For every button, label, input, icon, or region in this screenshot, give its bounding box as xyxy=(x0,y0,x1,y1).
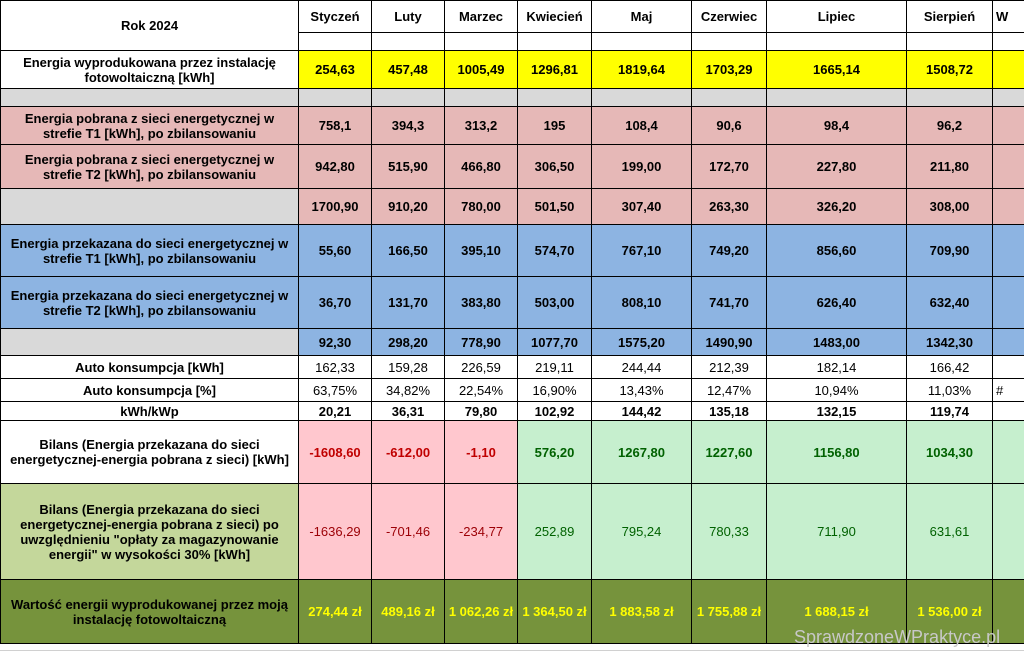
row-label-drawn-total[interactable] xyxy=(1,189,299,225)
balance-storage-jun[interactable]: 780,33 xyxy=(692,484,767,580)
separator-cell[interactable] xyxy=(993,89,1024,107)
drawn-t1-aug[interactable]: 96,2 xyxy=(907,107,993,145)
sent-t2-mar[interactable]: 383,80 xyxy=(445,277,518,329)
drawn-t2-jun[interactable]: 172,70 xyxy=(692,145,767,189)
drawn-total-may[interactable]: 307,40 xyxy=(592,189,692,225)
sent-t1-jan[interactable]: 55,60 xyxy=(299,225,372,277)
produced-jan[interactable]: 254,63 xyxy=(299,51,372,89)
month-header-jul[interactable]: Lipiec xyxy=(767,1,907,33)
produced-apr[interactable]: 1296,81 xyxy=(518,51,592,89)
row-label-balance-storage[interactable]: Bilans (Energia przekazana do sieci energetycznej-energia pobrana z sieci) po uwzględnieniu "opłaty za magazynowanie energii" w wysokości 30% [kWh] xyxy=(1,484,299,580)
month-header-sep[interactable]: W xyxy=(993,1,1024,33)
row-label-kwh-kwp[interactable]: kWh/kWp xyxy=(1,402,299,421)
separator-cell[interactable] xyxy=(372,89,445,107)
month-header-mar[interactable]: Marzec xyxy=(445,1,518,33)
autocons-pct-aug[interactable]: 11,03% xyxy=(907,379,993,402)
table-row-balance xyxy=(1,421,1024,484)
drawn-t1-apr[interactable]: 195 xyxy=(518,107,592,145)
separator-cell[interactable] xyxy=(692,89,767,107)
balance-jun[interactable]: 1227,60 xyxy=(692,421,767,484)
table-row-drawn-t2 xyxy=(1,145,1024,189)
cell[interactable] xyxy=(692,33,767,51)
month-header-feb[interactable]: Luty xyxy=(372,1,445,33)
value-apr[interactable]: 1 364,50 zł xyxy=(518,580,592,644)
cell[interactable] xyxy=(518,33,592,51)
drawn-t1-sep[interactable] xyxy=(993,107,1024,145)
sent-t2-apr[interactable]: 503,00 xyxy=(518,277,592,329)
row-label-sent-t2[interactable]: Energia przekazana do sieci energetycznej w strefie T2 [kWh], po zbilansowaniu xyxy=(1,277,299,329)
month-header-jun[interactable]: Czerwiec xyxy=(692,1,767,33)
kwh-kwp-jan[interactable]: 20,21 xyxy=(299,402,372,421)
balance-sep[interactable] xyxy=(993,421,1024,484)
kwh-kwp-jul[interactable]: 132,15 xyxy=(767,402,907,421)
sent-t2-aug[interactable]: 632,40 xyxy=(907,277,993,329)
table-row-energy-value xyxy=(1,580,1024,644)
sent-t1-jul[interactable]: 856,60 xyxy=(767,225,907,277)
autocons-pct-apr[interactable]: 16,90% xyxy=(518,379,592,402)
drawn-total-apr[interactable]: 501,50 xyxy=(518,189,592,225)
sent-t1-mar[interactable]: 395,10 xyxy=(445,225,518,277)
sent-total-sep[interactable] xyxy=(993,329,1024,356)
separator-cell[interactable] xyxy=(1,89,299,107)
sent-total-jan[interactable]: 92,30 xyxy=(299,329,372,356)
kwh-kwp-aug[interactable]: 119,74 xyxy=(907,402,993,421)
kwh-kwp-mar[interactable]: 79,80 xyxy=(445,402,518,421)
month-header-aug[interactable]: Sierpień xyxy=(907,1,993,33)
balance-may[interactable]: 1267,80 xyxy=(592,421,692,484)
row-label-drawn-t2[interactable]: Energia pobrana z sieci energetycznej w strefie T2 [kWh], po zbilansowaniu xyxy=(1,145,299,189)
header-row xyxy=(1,1,1024,33)
balance-storage-jul[interactable]: 711,90 xyxy=(767,484,907,580)
value-may[interactable]: 1 883,58 zł xyxy=(592,580,692,644)
autocons-kwh-aug[interactable]: 166,42 xyxy=(907,356,993,379)
sent-t2-feb[interactable]: 131,70 xyxy=(372,277,445,329)
value-aug[interactable]: 1 536,00 zł xyxy=(907,580,993,644)
autocons-kwh-mar[interactable]: 226,59 xyxy=(445,356,518,379)
produced-mar[interactable]: 1005,49 xyxy=(445,51,518,89)
month-header-jan[interactable]: Styczeń xyxy=(299,1,372,33)
kwh-kwp-may[interactable]: 144,42 xyxy=(592,402,692,421)
balance-storage-aug[interactable]: 631,61 xyxy=(907,484,993,580)
produced-aug[interactable]: 1508,72 xyxy=(907,51,993,89)
autocons-pct-sep[interactable]: # xyxy=(993,379,1024,402)
sent-total-mar[interactable]: 778,90 xyxy=(445,329,518,356)
separator-cell[interactable] xyxy=(767,89,907,107)
sent-total-jun[interactable]: 1490,90 xyxy=(692,329,767,356)
autocons-kwh-jul[interactable]: 182,14 xyxy=(767,356,907,379)
sent-total-may[interactable]: 1575,20 xyxy=(592,329,692,356)
value-jan[interactable]: 274,44 zł xyxy=(299,580,372,644)
table-row-sent-t1 xyxy=(1,225,1024,277)
produced-feb[interactable]: 457,48 xyxy=(372,51,445,89)
autocons-kwh-jun[interactable]: 212,39 xyxy=(692,356,767,379)
sent-t1-feb[interactable]: 166,50 xyxy=(372,225,445,277)
value-sep[interactable] xyxy=(993,580,1024,644)
value-mar[interactable]: 1 062,26 zł xyxy=(445,580,518,644)
table-row-drawn-t1 xyxy=(1,107,1024,145)
cell[interactable] xyxy=(445,33,518,51)
table-row-sent-total xyxy=(1,329,1024,356)
produced-jul[interactable]: 1665,14 xyxy=(767,51,907,89)
table-row-autoconsumption-pct xyxy=(1,379,1024,402)
sent-t1-apr[interactable]: 574,70 xyxy=(518,225,592,277)
sent-t1-aug[interactable]: 709,90 xyxy=(907,225,993,277)
kwh-kwp-feb[interactable]: 36,31 xyxy=(372,402,445,421)
drawn-total-jun[interactable]: 263,30 xyxy=(692,189,767,225)
sent-t1-jun[interactable]: 749,20 xyxy=(692,225,767,277)
table-row-autoconsumption-kwh xyxy=(1,356,1024,379)
balance-jul[interactable]: 1156,80 xyxy=(767,421,907,484)
row-label-balance[interactable]: Bilans (Energia przekazana do sieci energetycznej-energia pobrana z sieci) [kWh] xyxy=(1,421,299,484)
drawn-total-mar[interactable]: 780,00 xyxy=(445,189,518,225)
autocons-pct-jul[interactable]: 10,94% xyxy=(767,379,907,402)
balance-storage-apr[interactable]: 252,89 xyxy=(518,484,592,580)
cell[interactable] xyxy=(592,33,692,51)
sent-t1-sep[interactable] xyxy=(993,225,1024,277)
row-label-autoconsumption-pct[interactable]: Auto konsumpcja [%] xyxy=(1,379,299,402)
drawn-t2-aug[interactable]: 211,80 xyxy=(907,145,993,189)
watermark: SprawdzoneWPraktyce.pl xyxy=(794,627,1001,647)
table-row-sent-t2 xyxy=(1,277,1024,329)
empty-grid-area xyxy=(0,650,1024,669)
row-label-drawn-t1[interactable]: Energia pobrana z sieci energetycznej w strefie T1 [kWh], po zbilansowaniu xyxy=(1,107,299,145)
autocons-kwh-feb[interactable]: 159,28 xyxy=(372,356,445,379)
value-jul[interactable]: 1 688,15 zł xyxy=(767,580,907,644)
table-row-balance-storage xyxy=(1,484,1024,580)
month-header-apr[interactable]: Kwiecień xyxy=(518,1,592,33)
sent-total-feb[interactable]: 298,20 xyxy=(372,329,445,356)
drawn-total-sep[interactable] xyxy=(993,189,1024,225)
cell[interactable] xyxy=(767,33,907,51)
separator-cell[interactable] xyxy=(445,89,518,107)
row-label-autoconsumption-kwh[interactable]: Auto konsumpcja [kWh] xyxy=(1,356,299,379)
balance-mar[interactable]: -1,10 xyxy=(445,421,518,484)
autocons-pct-jan[interactable]: 63,75% xyxy=(299,379,372,402)
separator-cell[interactable] xyxy=(592,89,692,107)
balance-feb[interactable]: -612,00 xyxy=(372,421,445,484)
sent-total-jul[interactable]: 1483,00 xyxy=(767,329,907,356)
balance-storage-jan[interactable]: -1636,29 xyxy=(299,484,372,580)
cell[interactable] xyxy=(299,33,372,51)
drawn-total-jul[interactable]: 326,20 xyxy=(767,189,907,225)
balance-apr[interactable]: 576,20 xyxy=(518,421,592,484)
autocons-kwh-may[interactable]: 244,44 xyxy=(592,356,692,379)
balance-storage-sep[interactable] xyxy=(993,484,1024,580)
table-row-produced xyxy=(1,51,1024,89)
autocons-pct-feb[interactable]: 34,82% xyxy=(372,379,445,402)
drawn-t1-may[interactable]: 108,4 xyxy=(592,107,692,145)
drawn-t2-apr[interactable]: 306,50 xyxy=(518,145,592,189)
row-label-produced[interactable]: Energia wyprodukowana przez instalację fotowoltaiczną [kWh] xyxy=(1,51,299,89)
kwh-kwp-sep[interactable] xyxy=(993,402,1024,421)
drawn-t1-feb[interactable]: 394,3 xyxy=(372,107,445,145)
drawn-t2-jan[interactable]: 942,80 xyxy=(299,145,372,189)
produced-jun[interactable]: 1703,29 xyxy=(692,51,767,89)
autocons-kwh-jan[interactable]: 162,33 xyxy=(299,356,372,379)
sent-t1-may[interactable]: 767,10 xyxy=(592,225,692,277)
drawn-t1-jun[interactable]: 90,6 xyxy=(692,107,767,145)
table-row-kwh-kwp xyxy=(1,402,1024,421)
sent-t2-jan[interactable]: 36,70 xyxy=(299,277,372,329)
balance-aug[interactable]: 1034,30 xyxy=(907,421,993,484)
balance-storage-feb[interactable]: -701,46 xyxy=(372,484,445,580)
separator-cell[interactable] xyxy=(907,89,993,107)
drawn-t1-jul[interactable]: 98,4 xyxy=(767,107,907,145)
drawn-t2-mar[interactable]: 466,80 xyxy=(445,145,518,189)
drawn-total-jan[interactable]: 1700,90 xyxy=(299,189,372,225)
sent-total-aug[interactable]: 1342,30 xyxy=(907,329,993,356)
drawn-t1-mar[interactable]: 313,2 xyxy=(445,107,518,145)
row-label-energy-value[interactable]: Wartość energii wyprodukowanej przez moją instalację fotowoltaiczną xyxy=(1,580,299,644)
autocons-pct-jun[interactable]: 12,47% xyxy=(692,379,767,402)
separator-cell[interactable] xyxy=(518,89,592,107)
kwh-kwp-jun[interactable]: 135,18 xyxy=(692,402,767,421)
autocons-kwh-sep[interactable] xyxy=(993,356,1024,379)
sent-total-apr[interactable]: 1077,70 xyxy=(518,329,592,356)
balance-storage-mar[interactable]: -234,77 xyxy=(445,484,518,580)
kwh-kwp-apr[interactable]: 102,92 xyxy=(518,402,592,421)
table-row-drawn-total xyxy=(1,189,1024,225)
value-feb[interactable]: 489,16 zł xyxy=(372,580,445,644)
sent-t2-jul[interactable]: 626,40 xyxy=(767,277,907,329)
produced-sep[interactable] xyxy=(993,51,1024,89)
drawn-total-feb[interactable]: 910,20 xyxy=(372,189,445,225)
sent-t2-may[interactable]: 808,10 xyxy=(592,277,692,329)
drawn-t2-sep[interactable] xyxy=(993,145,1024,189)
produced-may[interactable]: 1819,64 xyxy=(592,51,692,89)
drawn-total-aug[interactable]: 308,00 xyxy=(907,189,993,225)
row-label-sent-total[interactable] xyxy=(1,329,299,356)
year-label-cell[interactable]: Rok 2024 xyxy=(1,1,299,51)
balance-storage-may[interactable]: 795,24 xyxy=(592,484,692,580)
sent-t2-sep[interactable] xyxy=(993,277,1024,329)
sent-t2-jun[interactable]: 741,70 xyxy=(692,277,767,329)
drawn-t2-jul[interactable]: 227,80 xyxy=(767,145,907,189)
table-row-separator xyxy=(1,89,1024,107)
balance-jan[interactable]: -1608,60 xyxy=(299,421,372,484)
month-header-may[interactable]: Maj xyxy=(592,1,692,33)
cell[interactable] xyxy=(907,33,993,51)
autocons-kwh-apr[interactable]: 219,11 xyxy=(518,356,592,379)
separator-cell[interactable] xyxy=(299,89,372,107)
cell[interactable] xyxy=(993,33,1024,51)
value-jun[interactable]: 1 755,88 zł xyxy=(692,580,767,644)
autocons-pct-may[interactable]: 13,43% xyxy=(592,379,692,402)
drawn-t2-may[interactable]: 199,00 xyxy=(592,145,692,189)
row-label-sent-t1[interactable]: Energia przekazana do sieci energetycznej w strefie T1 [kWh], po zbilansowaniu xyxy=(1,225,299,277)
drawn-t1-jan[interactable]: 758,1 xyxy=(299,107,372,145)
autocons-pct-mar[interactable]: 22,54% xyxy=(445,379,518,402)
drawn-t2-feb[interactable]: 515,90 xyxy=(372,145,445,189)
cell[interactable] xyxy=(372,33,445,51)
